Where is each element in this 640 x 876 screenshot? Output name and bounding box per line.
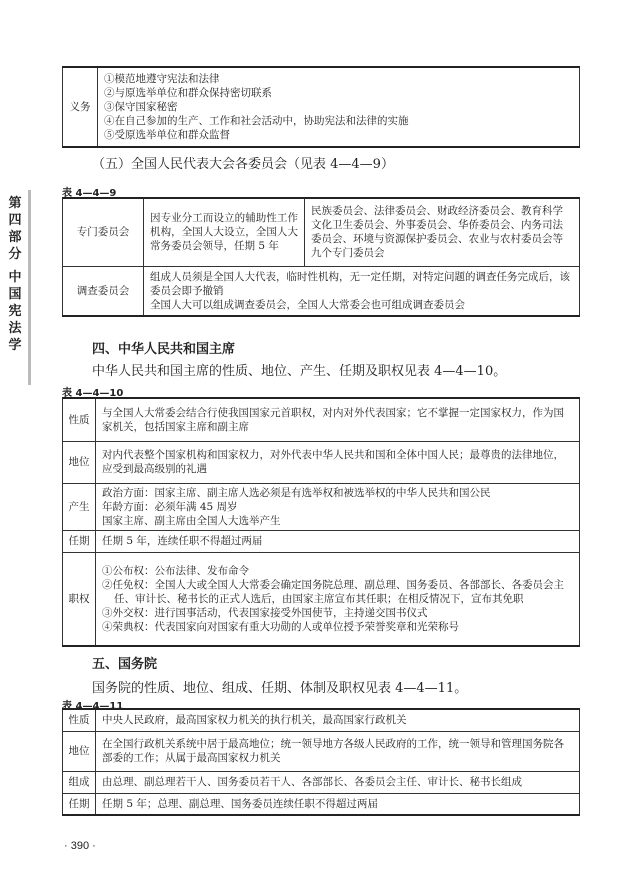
text-line: 年龄方面：必须年满 45 周岁 [102, 500, 238, 513]
section-heading: 五、国务院 [92, 657, 158, 672]
row-content [98, 67, 580, 147]
row-label: 调查委员会 [63, 266, 144, 316]
side-tab-rule [28, 190, 31, 385]
row-content: 中央人民政府，最高国家权力机关的执行机关，最高国家行政机关 [96, 709, 580, 731]
side-tab-subject: 中国宪法学 [8, 270, 22, 353]
table-row [63, 552, 580, 646]
row-content [96, 483, 580, 530]
table-row [63, 793, 580, 815]
list-item: ⑤受原选举单位和群众监督 [104, 129, 230, 141]
page-number: · 390 · [64, 840, 96, 852]
text-line: ③外交权：进行国事活动，代表国家接受外国使节，主持递交国书仪式 [102, 606, 428, 619]
row-content: 由总理、副总理若干人、国务委员若干人、各部部长、各委员会主任、审计长、秘书长组成 [96, 771, 580, 793]
row-content [144, 266, 580, 316]
table-row [63, 731, 580, 771]
table-row [63, 530, 580, 552]
row-label: 职权 [63, 552, 96, 646]
section-paragraph: 中华人民共和国主席的性质、地位、产生、任期及职权见表 4—4—10。 [92, 364, 507, 379]
table-label: 表 4—4—10 [62, 388, 124, 399]
text-line: 组成人员须是全国人大代表，临时性机构，无一定任期，对特定问题的调查任务完成后，该委员会即予撤销 [150, 270, 570, 297]
row-content: 与全国人大常委会结合行使我国国家元首职权，对内对外代表国家；它不掌握一定国家权力，作为国家机关，包括国家主席和副主席 [96, 398, 580, 441]
table-row [63, 198, 580, 266]
table-row [63, 709, 580, 731]
text-line: 国家主席、副主席由全国人大选举产生 [102, 514, 281, 527]
list-item: ②与原选举单位和群众保持密切联系 [104, 87, 272, 99]
row-label: 地位 [63, 731, 96, 771]
row-detail: 民族委员会、法律委员会、财政经济委员会、教育科学文化卫生委员会、外事委员会、华侨委员会、内务司法委员会、环境与资源保护委员会、农业与农村委员会等九个专门委员会 [305, 198, 580, 266]
text-line: ①公布权：公布法律、发布命令 [102, 564, 249, 577]
section-heading: （五）全国人民代表大会各委员会（见表 4—4—9） [92, 157, 394, 172]
table-row [63, 483, 580, 530]
table-label: 表 4—4—9 [62, 188, 117, 199]
row-desc: 因专业分工而设立的辅助性工作机构，全国人大设立，全国人大常务委员会领导，任期 5 年 [144, 198, 305, 266]
row-content [96, 552, 580, 646]
table-4-4-10 [62, 397, 580, 647]
table-row [63, 398, 580, 441]
section-heading: 四、中华人民共和国主席 [92, 342, 236, 357]
text-line: 政治方面：国家主席、副主席人选必须是有选举权和被选举权的中华人民共和国公民 [102, 486, 491, 499]
table-label: 表 4—4—11 [62, 701, 124, 712]
row-label: 任期 [63, 793, 96, 815]
side-tab-part: 第四部分 [8, 196, 22, 262]
row-label: 性质 [63, 709, 96, 731]
row-content: 对内代表整个国家机构和国家权力，对外代表中华人民共和国和全体中国人民；最尊贵的法律地位，应受到最高级别的礼遇 [96, 441, 580, 483]
table-duties [62, 66, 580, 148]
row-content: 任期 5 年，连续任职不得超过两届 [96, 530, 580, 552]
text-line: ②任免权：全国人大或全国人大常委会确定国务院总理、副总理、国务委员、各部部长、各委员会主任、审计长、秘书长的正式人选后，由国家主席宣布其任职；在相反情况下，宣布其免职 [102, 578, 564, 605]
side-tab [4, 195, 26, 354]
text-line: 全国人大可以组成调查委员会，全国人大常委会也可组成调查委员会 [150, 298, 465, 311]
row-label: 任期 [63, 530, 96, 552]
table-4-4-11 [62, 708, 580, 816]
row-label: 地位 [63, 441, 96, 483]
row-content: 在全国行政机关系统中居于最高地位；统一领导地方各级人民政府的工作，统一领导和管理国务院各部委的工作；从属于最高国家权力机关 [96, 731, 580, 771]
row-label: 专门委员会 [63, 198, 144, 266]
table-row [63, 771, 580, 793]
row-label: 义务 [63, 67, 98, 147]
row-content: 任期 5 年；总理、副总理、国务委员连续任职不得超过两届 [96, 793, 580, 815]
list-item: ③保守国家秘密 [104, 101, 178, 113]
table-4-4-9 [62, 197, 580, 317]
row-label: 性质 [63, 398, 96, 441]
row-label: 产生 [63, 483, 96, 530]
text-line: ④荣典权：代表国家向对国家有重大功勋的人或单位授予荣誉奖章和光荣称号 [102, 620, 459, 633]
table-row [63, 67, 580, 147]
row-label: 组成 [63, 771, 96, 793]
section-paragraph: 国务院的性质、地位、组成、任期、体制及职权见表 4—4—11。 [92, 681, 468, 696]
table-row [63, 441, 580, 483]
table-row [63, 266, 580, 316]
list-item: ①模范地遵守宪法和法律 [104, 73, 220, 85]
list-item: ④在自己参加的生产、工作和社会活动中，协助宪法和法律的实施 [104, 115, 409, 127]
